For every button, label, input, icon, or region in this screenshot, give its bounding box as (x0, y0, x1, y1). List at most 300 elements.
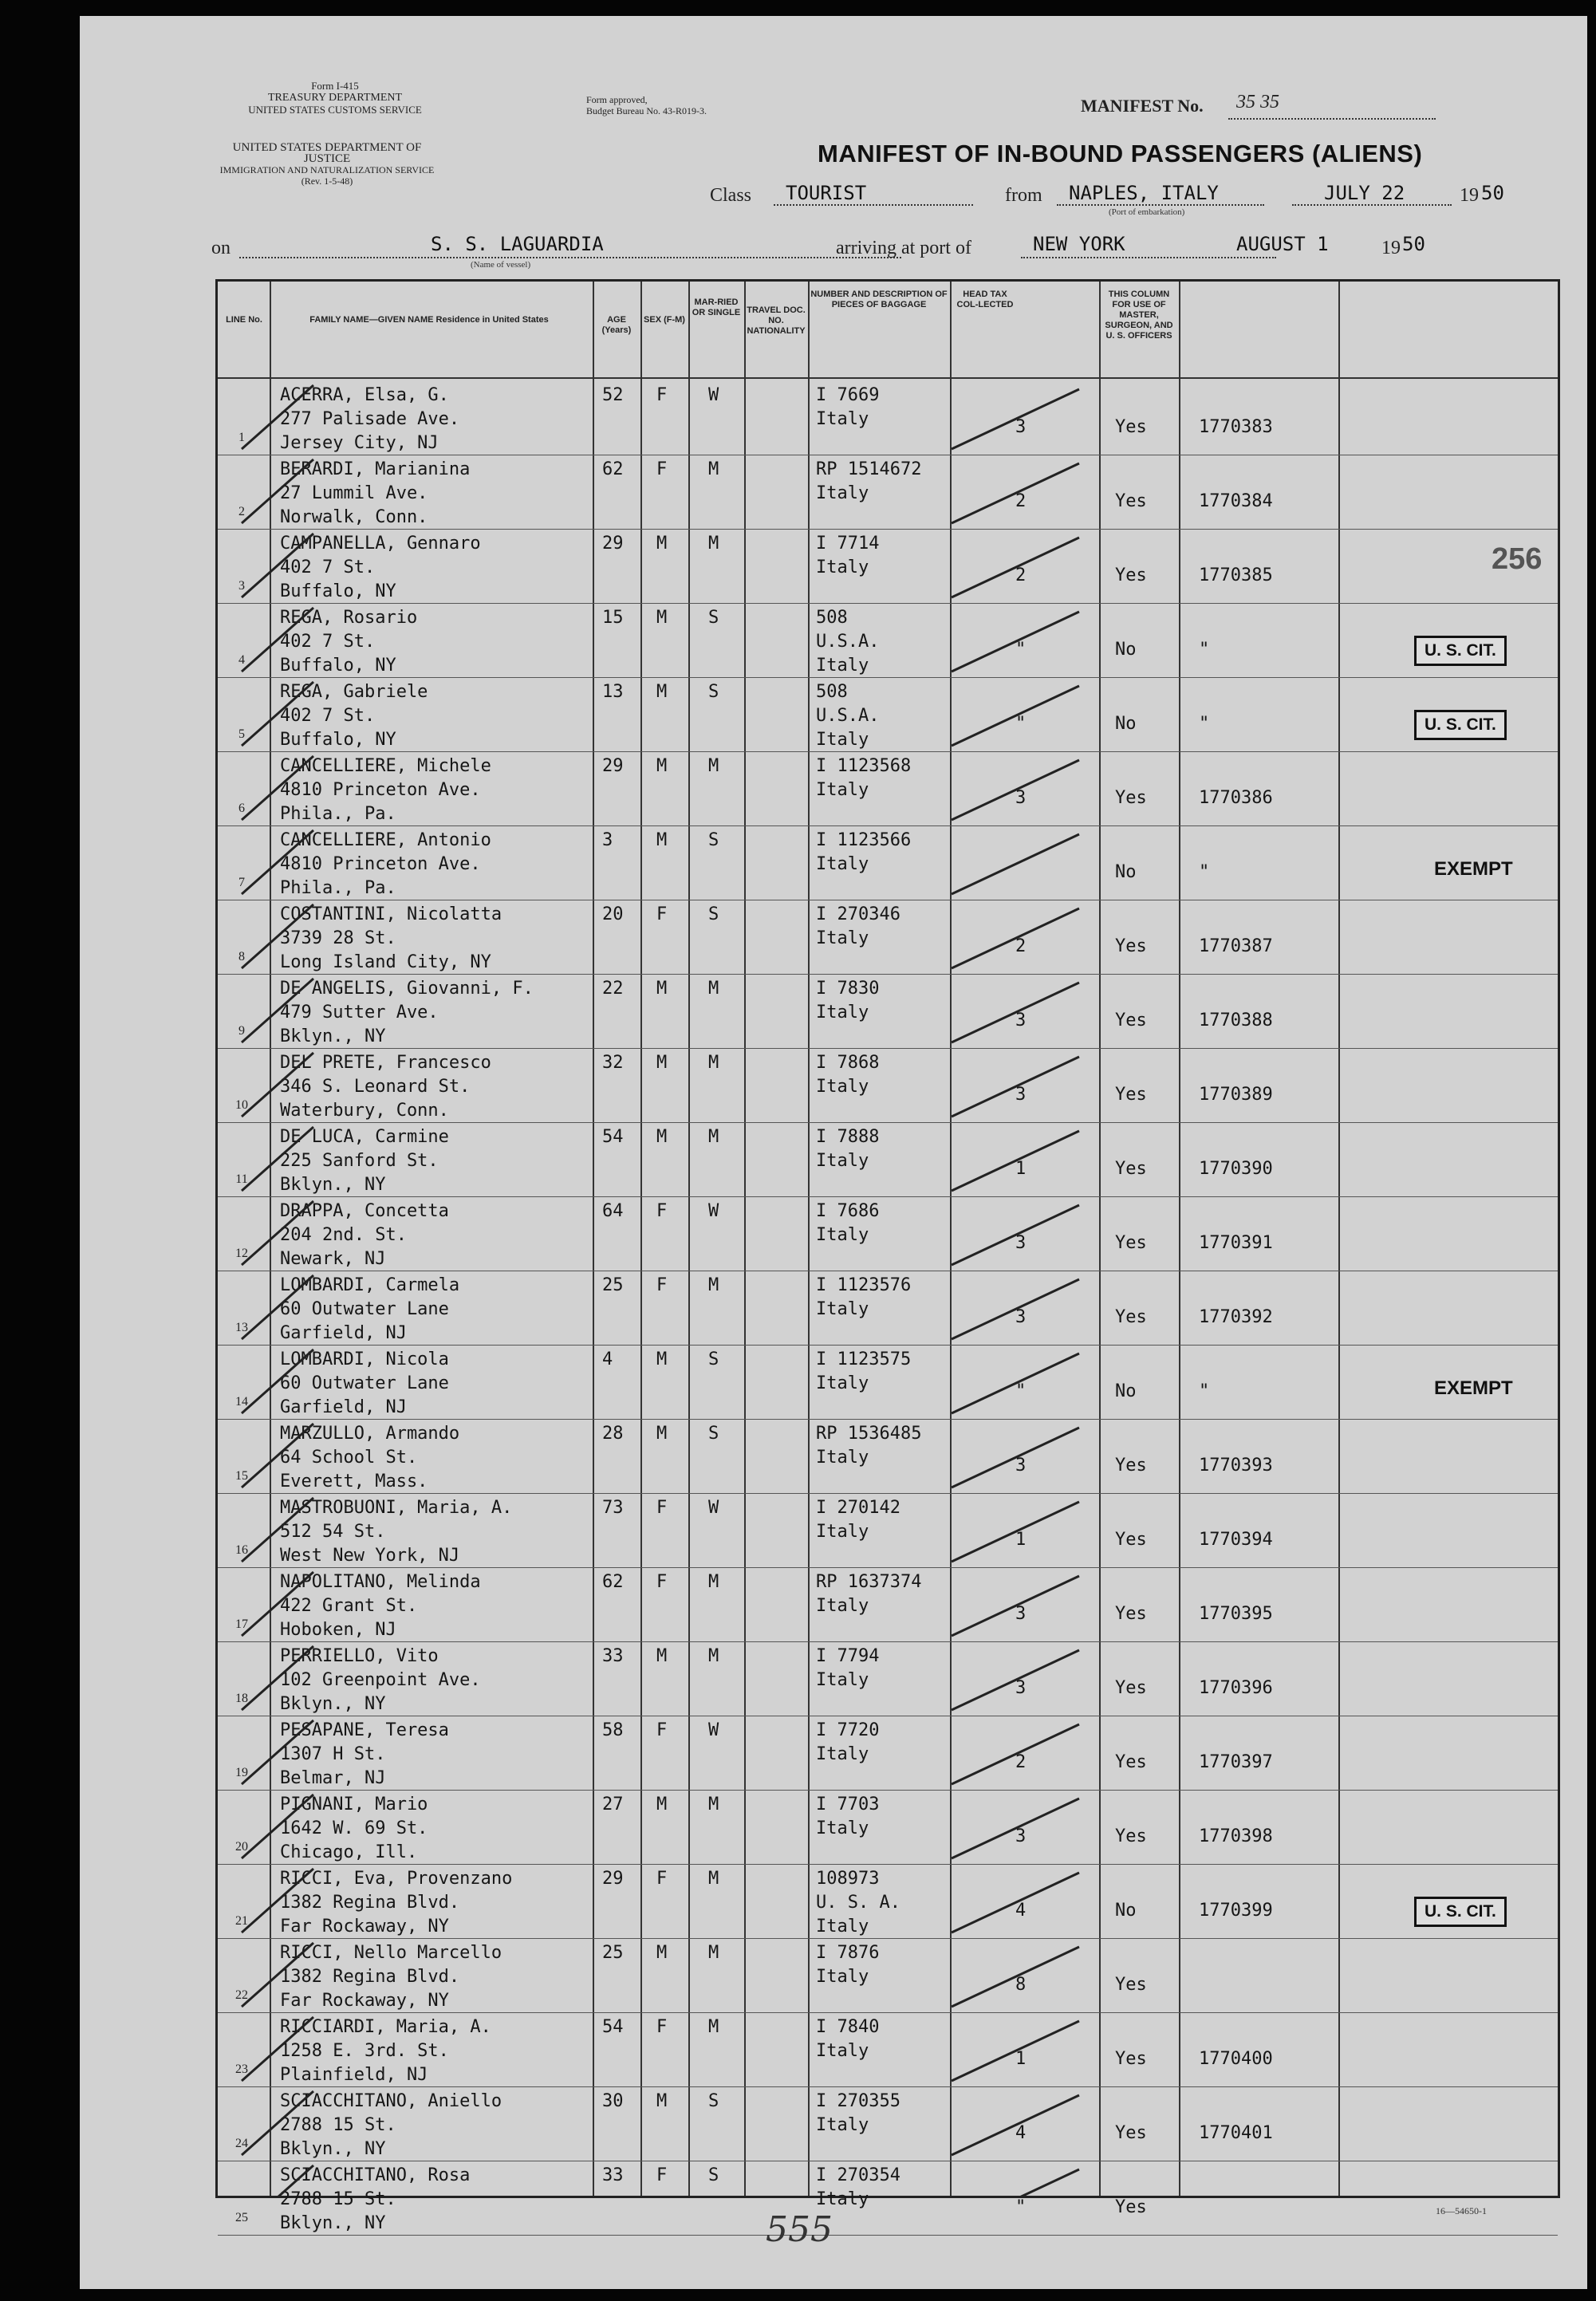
baggage-count: " (1015, 1381, 1027, 1401)
officer-number: 1770394 (1199, 1530, 1273, 1550)
vessel-sub: (Name of vessel) (471, 260, 531, 270)
marital-status-cell: M (708, 459, 719, 479)
passenger-name: MARZULLO, Armando (280, 1424, 460, 1444)
baggage-count: 1 (1015, 1159, 1027, 1179)
check-mark (952, 2095, 1079, 2155)
sex-cell: M (656, 1127, 668, 1147)
check-mark (242, 459, 313, 523)
passenger-name: PERRIELLO, Vito (280, 1646, 439, 1666)
check-mark (242, 1795, 313, 1858)
age-cell: 29 (602, 1869, 624, 1889)
nationality: Italy (816, 1373, 869, 1393)
nationality: Italy (816, 1299, 869, 1319)
baggage-count: 3 (1015, 1456, 1027, 1476)
passenger-address: 479 Sutter Ave. (280, 1003, 439, 1022)
check-mark (242, 1720, 313, 1784)
officer-number: 1770386 (1199, 788, 1273, 808)
nationality: Italy (816, 656, 869, 676)
line-number: 19 (235, 1766, 248, 1779)
marital-status-cell: S (708, 1424, 719, 1444)
baggage-count: 3 (1015, 417, 1027, 437)
doj-block (211, 142, 443, 187)
sex-cell: M (656, 1943, 668, 1963)
passenger-address: Waterbury, Conn. (280, 1101, 449, 1121)
marital-status-cell: M (708, 1943, 719, 1963)
passenger-address: 1307 H St. (280, 1744, 386, 1764)
passenger-address: Bklyn., NY (280, 1694, 386, 1714)
age-cell: 28 (602, 1424, 624, 1444)
nationality: Italy (816, 558, 869, 577)
marital-status-cell: W (708, 385, 719, 405)
exempt-stamp: EXEMPT (1434, 858, 1513, 880)
line-number: 21 (235, 1914, 248, 1928)
passenger-name: NAPOLITANO, Melinda (280, 1572, 481, 1592)
passenger-name: CANCELLIERE, Michele (280, 756, 491, 776)
head-tax-cell: Yes (1115, 1975, 1147, 1995)
check-mark (952, 1279, 1079, 1339)
head-tax-cell: Yes (1115, 565, 1147, 585)
baggage-count: 2 (1015, 1752, 1027, 1772)
passenger-address: 102 Greenpoint Ave. (280, 1670, 481, 1690)
check-marks-overlay (218, 282, 1558, 2196)
marital-status-cell: S (708, 2165, 719, 2185)
travel-doc-number: I 7686 (816, 1201, 880, 1221)
marital-status-cell: M (708, 1053, 719, 1073)
travel-doc-number: I 7703 (816, 1795, 880, 1814)
passenger-address: 2788 15 St. (280, 2115, 396, 2135)
col-officers: THIS COLUMN FOR USE OF MASTER, SURGEON, AND U. S. OFFICERS (1105, 290, 1173, 341)
age-cell: 3 (602, 830, 613, 850)
travel-doc-number: I 7714 (816, 534, 880, 554)
passenger-address: Chicago, Ill. (280, 1842, 418, 1862)
footer-code: 16—54650-1 (1436, 2205, 1487, 2216)
check-mark (242, 1424, 313, 1487)
passenger-address: 204 2nd. St. (280, 1225, 407, 1245)
depart-date: JULY 22 (1324, 182, 1405, 204)
col-age: AGE (Years) (601, 315, 632, 335)
sex-cell: M (656, 608, 668, 628)
officer-number: 1770397 (1199, 1752, 1273, 1772)
check-mark (242, 608, 313, 672)
travel-doc-number: I 1123575 (816, 1349, 912, 1369)
head-tax-cell: Yes (1115, 1752, 1147, 1772)
age-cell: 25 (602, 1943, 624, 1963)
line-number: 12 (235, 1247, 248, 1260)
baggage-count: 3 (1015, 1233, 1027, 1253)
nationality: U.S.A. (816, 632, 880, 652)
head-tax-cell: No (1115, 862, 1137, 882)
officer-number: 1770383 (1199, 417, 1273, 437)
passenger-address: 4810 Princeton Ave. (280, 854, 481, 874)
marital-status-cell: M (708, 1795, 719, 1814)
age-cell: 29 (602, 756, 624, 776)
nationality: Italy (816, 1225, 869, 1245)
sex-cell: F (656, 1498, 668, 1518)
budget-line-2: Budget Bureau No. 43-R019-3. (586, 105, 707, 116)
baggage-count: 8 (1015, 1975, 1027, 1995)
from-value: NAPLES, ITALY (1069, 182, 1219, 204)
check-mark (242, 2165, 313, 2196)
passenger-address: 60 Outwater Lane (280, 1299, 449, 1319)
passenger-name: SCIACCHITANO, Aniello (280, 2091, 502, 2111)
travel-doc-number: I 7868 (816, 1053, 880, 1073)
check-mark (242, 1943, 313, 2007)
us-citizen-stamp: U. S. CIT. (1414, 710, 1507, 740)
marital-status-cell: M (708, 1572, 719, 1592)
passenger-address: 512 54 St. (280, 1522, 386, 1542)
check-mark (952, 760, 1079, 820)
sex-cell: F (656, 385, 668, 405)
head-tax-cell: Yes (1115, 417, 1147, 437)
passenger-address: Buffalo, NY (280, 730, 396, 750)
passenger-address: Buffalo, NY (280, 656, 396, 676)
passenger-address: West New York, NJ (280, 1546, 460, 1566)
check-mark (242, 1646, 313, 1710)
passenger-address: 27 Lummil Ave. (280, 483, 428, 503)
passenger-address: 402 7 St. (280, 632, 376, 652)
age-cell: 58 (602, 1720, 624, 1740)
line-number: 17 (235, 1617, 248, 1631)
check-mark (952, 1502, 1079, 1562)
doj-title: UNITED STATES DEPARTMENT OF JUSTICE (232, 141, 422, 165)
check-mark (952, 1428, 1079, 1487)
passenger-address: 64 School St. (280, 1448, 418, 1468)
check-mark (952, 908, 1079, 968)
age-cell: 54 (602, 2017, 624, 2037)
age-cell: 22 (602, 979, 624, 999)
travel-doc-number: I 1123568 (816, 756, 912, 776)
age-cell: 27 (602, 1795, 624, 1814)
head-tax-cell: Yes (1115, 1530, 1147, 1550)
baggage-count: " (1015, 714, 1027, 734)
passenger-address: Plainfield, NJ (280, 2065, 428, 2085)
nationality: Italy (816, 1917, 869, 1937)
nationality: Italy (816, 730, 869, 750)
officer-number: 1770395 (1199, 1604, 1273, 1624)
line-number: 23 (235, 2063, 248, 2076)
passenger-address: Newark, NJ (280, 1249, 386, 1269)
marital-status-cell: M (708, 1646, 719, 1666)
officer-number: 1770388 (1199, 1011, 1273, 1030)
head-tax-cell: Yes (1115, 1233, 1147, 1253)
line-number: 2 (238, 505, 245, 518)
line-number: 5 (238, 727, 245, 741)
age-cell: 30 (602, 2091, 624, 2111)
sex-cell: F (656, 1201, 668, 1221)
travel-doc-number: 108973 (816, 1869, 880, 1889)
travel-doc-number: I 270346 (816, 904, 900, 924)
head-tax-cell: No (1115, 640, 1137, 660)
check-mark (952, 2021, 1079, 2081)
passenger-name: PIGNANI, Mario (280, 1795, 428, 1814)
line-number: 13 (235, 1321, 248, 1334)
marital-status-cell: M (708, 1869, 719, 1889)
age-cell: 25 (602, 1275, 624, 1295)
check-mark (242, 1498, 313, 1562)
nationality: Italy (816, 1818, 869, 1838)
officer-number: 1770391 (1199, 1233, 1273, 1253)
passenger-name: RICCIARDI, Maria, A. (280, 2017, 491, 2037)
form-block (215, 80, 455, 116)
arrival-port: NEW YORK (1033, 233, 1125, 255)
check-mark (242, 2091, 313, 2155)
passenger-address: 60 Outwater Lane (280, 1373, 449, 1393)
nationality: Italy (816, 1670, 869, 1690)
passenger-name: REGA, Gabriele (280, 682, 428, 702)
baggage-count: 3 (1015, 1085, 1027, 1105)
nationality: Italy (816, 1744, 869, 1764)
class-label: Class (710, 185, 752, 206)
nationality: Italy (816, 483, 869, 503)
check-mark (952, 1057, 1079, 1117)
passenger-address: Norwalk, Conn. (280, 507, 428, 527)
check-mark (952, 1131, 1079, 1191)
sex-cell: F (656, 1720, 668, 1740)
nationality: Italy (816, 1448, 869, 1468)
passenger-address: Phila., Pa. (280, 804, 396, 824)
nationality: Italy (816, 854, 869, 874)
baggage-count: 2 (1015, 936, 1027, 956)
check-mark (242, 1349, 313, 1413)
passenger-address: Garfield, NJ (280, 1323, 407, 1343)
passenger-address: Far Rockaway, NY (280, 1991, 449, 2011)
class-value: TOURIST (786, 182, 867, 204)
check-mark (242, 904, 313, 968)
marital-status-cell: S (708, 2091, 719, 2111)
sex-cell: F (656, 1869, 668, 1889)
check-mark (242, 1572, 313, 1636)
officer-number: " (1199, 1381, 1210, 1401)
passenger-name: LOMBARDI, Nicola (280, 1349, 449, 1369)
sex-cell: M (656, 1053, 668, 1073)
baggage-count: 2 (1015, 565, 1027, 585)
officer-number: 1770401 (1199, 2123, 1273, 2143)
line-number: 3 (238, 579, 245, 593)
check-mark (242, 2017, 313, 2081)
head-tax-cell: Yes (1115, 1307, 1147, 1327)
sex-cell: F (656, 2017, 668, 2037)
officer-number: " (1199, 640, 1210, 660)
sex-cell: F (656, 1275, 668, 1295)
marital-status-cell: S (708, 830, 719, 850)
baggage-count: 3 (1015, 1604, 1027, 1624)
line-number: 14 (235, 1395, 248, 1409)
travel-doc-number: I 1123566 (816, 830, 912, 850)
paper (80, 16, 1587, 2289)
head-tax-cell: Yes (1115, 1826, 1147, 1846)
col-head-tax: HEAD TAX COL-LECTED (956, 290, 1014, 309)
age-cell: 62 (602, 1572, 624, 1592)
nationality: U. S. A. (816, 1893, 900, 1913)
travel-doc-number: I 7876 (816, 1943, 880, 1963)
port-embarkation-sub: (Port of embarkation) (1109, 207, 1185, 217)
travel-doc-number: I 7888 (816, 1127, 880, 1147)
passenger-name: CANCELLIERE, Antonio (280, 830, 491, 850)
sex-cell: M (656, 1646, 668, 1666)
baggage-count: 1 (1015, 1530, 1027, 1550)
check-mark (242, 979, 313, 1042)
line-number: 24 (235, 2137, 248, 2150)
check-mark (952, 686, 1079, 746)
sex-cell: M (656, 1349, 668, 1369)
passenger-address: Hoboken, NJ (280, 1620, 396, 1640)
manifest-no-value: 35 35 (1236, 92, 1279, 112)
baggage-count: 3 (1015, 1307, 1027, 1327)
line-number: 9 (238, 1024, 245, 1038)
marital-status-cell: M (708, 979, 719, 999)
sex-cell: F (656, 1572, 668, 1592)
check-mark (242, 534, 313, 597)
head-tax-cell: Yes (1115, 1159, 1147, 1179)
nationality: Italy (816, 928, 869, 948)
passenger-address: Phila., Pa. (280, 878, 396, 898)
marital-status-cell: S (708, 608, 719, 628)
check-mark (242, 1201, 313, 1265)
passenger-name: PESAPANE, Teresa (280, 1720, 449, 1740)
passenger-name: REGA, Rosario (280, 608, 418, 628)
line-number: 18 (235, 1692, 248, 1705)
head-tax-cell: No (1115, 714, 1137, 734)
passenger-address: 402 7 St. (280, 558, 376, 577)
officer-number: " (1199, 862, 1210, 882)
age-cell: 32 (602, 1053, 624, 1073)
baggage-count: 1 (1015, 2049, 1027, 2069)
baggage-count: 4 (1015, 1901, 1027, 1921)
sex-cell: M (656, 830, 668, 850)
depart-year: 50 (1481, 182, 1504, 204)
passenger-address: Garfield, NJ (280, 1397, 407, 1417)
check-mark (952, 1205, 1079, 1265)
passenger-name: MASTROBUONI, Maria, A. (280, 1498, 513, 1518)
head-tax-cell: Yes (1115, 1604, 1147, 1624)
depart-year-prefix: 19 (1460, 185, 1479, 206)
marital-status-cell: S (708, 904, 719, 924)
check-mark (952, 834, 1079, 894)
marital-status-cell: W (708, 1720, 719, 1740)
budget-line-1: Form approved, (586, 94, 648, 105)
sex-cell: M (656, 534, 668, 554)
revision: (Rev. 1-5-48) (301, 175, 353, 187)
budget-note (586, 94, 746, 116)
baggage-count: 4 (1015, 2123, 1027, 2143)
sex-cell: M (656, 682, 668, 702)
travel-doc-number: 508 (816, 682, 848, 702)
officer-number: 1770387 (1199, 936, 1273, 956)
us-citizen-stamp: U. S. CIT. (1414, 636, 1507, 666)
travel-doc-number: I 7794 (816, 1646, 880, 1666)
officer-number: 1770399 (1199, 1901, 1273, 1921)
us-citizen-stamp: U. S. CIT. (1414, 1897, 1507, 1927)
baggage-count: 3 (1015, 1826, 1027, 1846)
ins-title: IMMIGRATION AND NATURALIZATION SERVICE (219, 164, 435, 175)
check-mark (242, 1275, 313, 1339)
head-tax-cell: Yes (1115, 2049, 1147, 2069)
arriving-label: arriving at port of (836, 238, 971, 258)
age-cell: 33 (602, 1646, 624, 1666)
nationality: Italy (816, 1003, 869, 1022)
col-line-no: LINE No. (226, 315, 262, 325)
line-number: 25 (235, 2211, 248, 2224)
travel-doc-number: RP 1637374 (816, 1572, 922, 1592)
manifest-sheet (80, 16, 1587, 2289)
head-tax-cell: Yes (1115, 2197, 1147, 2217)
baggage-count: " (1015, 2197, 1027, 2217)
arrival-year-prefix: 19 (1381, 238, 1401, 258)
head-tax-cell: Yes (1115, 1678, 1147, 1698)
officer-number: 1770400 (1199, 2049, 1273, 2069)
travel-doc-number: 508 (816, 608, 848, 628)
passenger-name: DEL PRETE, Francesco (280, 1053, 491, 1073)
baggage-count: 3 (1015, 1678, 1027, 1698)
line-number: 1 (238, 431, 245, 444)
sex-cell: M (656, 1795, 668, 1814)
check-mark (242, 830, 313, 894)
line-number: 7 (238, 876, 245, 889)
line-number: 11 (235, 1172, 248, 1186)
head-tax-cell: Yes (1115, 2123, 1147, 2143)
passenger-address: 1382 Regina Blvd. (280, 1967, 460, 1987)
arrival-date: AUGUST 1 (1236, 233, 1329, 255)
passenger-address: 1382 Regina Blvd. (280, 1893, 460, 1913)
check-mark (952, 612, 1079, 672)
officer-number: 1770393 (1199, 1456, 1273, 1476)
check-mark (952, 1353, 1079, 1413)
check-mark (952, 463, 1079, 523)
officer-number: 1770384 (1199, 491, 1273, 511)
travel-doc-number: I 7720 (816, 1720, 880, 1740)
baggage-count: " (1015, 640, 1027, 660)
on-label: on (211, 238, 231, 258)
nationality: Italy (816, 1522, 869, 1542)
passenger-address: Everett, Mass. (280, 1472, 428, 1491)
nationality: Italy (816, 2041, 869, 2061)
sex-cell: F (656, 2165, 668, 2185)
line-number: 8 (238, 950, 245, 963)
exempt-stamp: EXEMPT (1434, 1377, 1513, 1399)
check-mark (952, 389, 1079, 449)
col-sex: SEX (F-M) (644, 315, 685, 325)
nationality: Italy (816, 1596, 869, 1616)
age-cell: 15 (602, 608, 624, 628)
col-married: MAR-RIED OR SINGLE (692, 297, 741, 317)
passenger-address: Bklyn., NY (280, 2213, 386, 2233)
line-number: 20 (235, 1840, 248, 1854)
col-travel-doc: TRAVEL DOC. NO. NATIONALITY (747, 305, 806, 336)
head-tax-cell: Yes (1115, 1085, 1147, 1105)
passenger-name: COSTANTINI, Nicolatta (280, 904, 502, 924)
nationality: Italy (816, 2189, 869, 2209)
passenger-address: Long Island City, NY (280, 952, 491, 972)
age-cell: 29 (602, 534, 624, 554)
check-mark (952, 1947, 1079, 2007)
treasury-dept: TREASURY DEPARTMENT (267, 92, 403, 104)
passenger-address: Jersey City, NJ (280, 433, 439, 453)
passenger-name: ACERRA, Elsa, G. (280, 385, 449, 405)
passenger-address: Belmar, NJ (280, 1768, 386, 1788)
check-mark (952, 1576, 1079, 1636)
manifest-no-label: MANIFEST No. (1081, 96, 1204, 116)
check-mark (242, 1053, 313, 1117)
vessel-name: S. S. LAGUARDIA (431, 233, 604, 255)
age-cell: 54 (602, 1127, 624, 1147)
marital-status-cell: W (708, 1201, 719, 1221)
bottom-number: 555 (766, 2209, 833, 2250)
col-name: FAMILY NAME—GIVEN NAME Residence in United States (309, 315, 549, 325)
officer-number: 1770392 (1199, 1307, 1273, 1327)
passenger-address: 3739 28 St. (280, 928, 396, 948)
stamp-256: 256 (1492, 542, 1543, 576)
age-cell: 4 (602, 1349, 613, 1369)
